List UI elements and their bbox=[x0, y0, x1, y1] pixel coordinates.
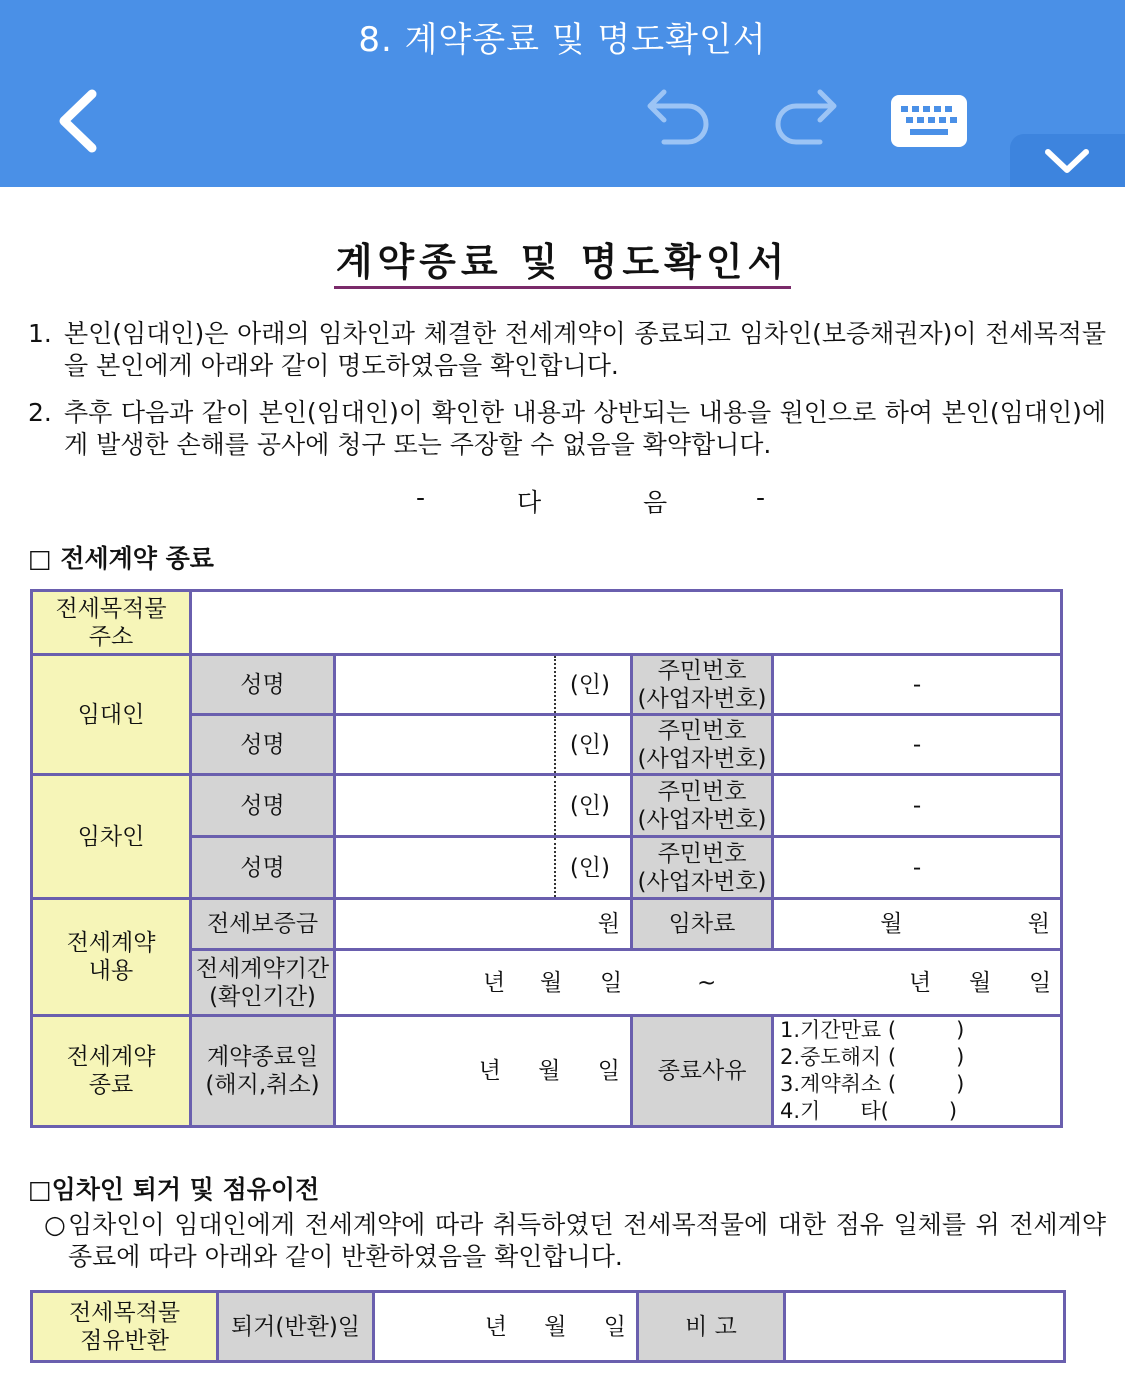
paragraph-2 bbox=[28, 397, 1106, 461]
tenant-2-rrn-field[interactable]: - bbox=[773, 837, 1062, 899]
below-dash-left: - bbox=[416, 483, 426, 512]
rrn-label: 주민번호 (사업자번호) bbox=[632, 715, 773, 775]
section2-paragraph bbox=[44, 1209, 1106, 1273]
deposit-field[interactable] bbox=[335, 899, 632, 950]
below-dash-right: - bbox=[756, 483, 766, 512]
landlord-2-name-field[interactable] bbox=[335, 715, 632, 775]
tenant-2-name-field[interactable] bbox=[335, 837, 632, 899]
day-unit: 일 bbox=[603, 1313, 626, 1340]
app-bar bbox=[0, 0, 1125, 187]
paragraph-number: 2. bbox=[28, 398, 52, 427]
deposit-label: 전세보증금 bbox=[191, 899, 335, 950]
possession-return-label: 전세목적물 점유반환 bbox=[32, 1292, 218, 1362]
won-unit: 원 bbox=[1027, 911, 1050, 937]
reason-option-2[interactable]: 2.중도해지 ( ) bbox=[780, 1045, 965, 1069]
tenant-label: 임차인 bbox=[32, 775, 191, 899]
keyboard-icon[interactable] bbox=[890, 94, 968, 148]
name-label: 성명 bbox=[191, 655, 335, 715]
contract-period-field[interactable] bbox=[335, 950, 1062, 1016]
seal-label: (인) bbox=[569, 731, 610, 758]
section-heading-tenant-moveout: □임차인 퇴거 및 점유이전 bbox=[28, 1175, 320, 1204]
seal-label: (인) bbox=[569, 792, 610, 819]
day-unit: 일 bbox=[1029, 969, 1052, 996]
year-unit: 년 bbox=[484, 1313, 507, 1340]
contract-end-label: 전세계약 종료 bbox=[32, 1016, 191, 1127]
tilde: ~ bbox=[697, 969, 717, 996]
circle-bullet: ○ bbox=[44, 1210, 66, 1239]
year-unit: 년 bbox=[483, 969, 506, 996]
end-date-field[interactable] bbox=[335, 1016, 632, 1127]
name-label: 성명 bbox=[191, 837, 335, 899]
document-title: 계약종료 및 명도확인서 bbox=[0, 231, 1125, 286]
dotted-divider bbox=[554, 656, 556, 713]
rent-field[interactable] bbox=[773, 899, 1062, 950]
dotted-divider bbox=[554, 716, 556, 773]
contract-period-dates bbox=[336, 969, 1060, 997]
address-field[interactable] bbox=[191, 591, 1062, 655]
rrn-label: 주민번호 (사업자번호) bbox=[632, 837, 773, 899]
paragraph-number: 1. bbox=[28, 319, 52, 348]
below-da: 다 bbox=[517, 488, 542, 517]
landlord-1-name-field[interactable] bbox=[335, 655, 632, 715]
year-unit: 년 bbox=[909, 969, 932, 996]
month-unit: 월 bbox=[880, 911, 903, 937]
rent-label: 임차료 bbox=[632, 899, 773, 950]
month-unit: 월 bbox=[969, 969, 992, 996]
name-label: 성명 bbox=[191, 775, 335, 837]
landlord-1-rrn-field[interactable]: - bbox=[773, 655, 1062, 715]
paragraph-1 bbox=[28, 318, 1106, 382]
month-unit: 월 bbox=[540, 969, 563, 996]
contract-period-label: 전세계약기간 (확인기간) bbox=[191, 950, 335, 1016]
month-unit: 월 bbox=[538, 1058, 561, 1084]
address-label: 전세목적물 주소 bbox=[32, 591, 191, 655]
reason-option-4[interactable]: 4.기 타( ) bbox=[780, 1099, 958, 1123]
collapse-toolbar-button[interactable] bbox=[1010, 134, 1125, 187]
seal-label: (인) bbox=[569, 671, 610, 698]
note-label: 비 고 bbox=[638, 1292, 785, 1362]
moveout-table bbox=[30, 1290, 1066, 1363]
name-label: 성명 bbox=[191, 715, 335, 775]
won-unit: 원 bbox=[597, 911, 620, 937]
day-unit: 일 bbox=[597, 1058, 620, 1084]
month-unit: 월 bbox=[544, 1313, 567, 1340]
moveout-date-label: 퇴거(반환)일 bbox=[218, 1292, 374, 1362]
end-date-label: 계약종료일 (해지,취소) bbox=[191, 1016, 335, 1127]
back-icon[interactable] bbox=[52, 88, 104, 154]
year-unit: 년 bbox=[478, 1058, 501, 1084]
paragraph-text: 추후 다음과 같이 본인(임대인)이 확인한 내용과 상반되는 내용을 원인으로 하여 본인(임대인)에게 발생한 손해를 공사에 청구 또는 주장할 수 없음을 확약합니다. bbox=[64, 398, 1106, 459]
contract-content-label: 전세계약 내용 bbox=[32, 899, 191, 1016]
landlord-label: 임대인 bbox=[32, 655, 191, 775]
undo-icon[interactable] bbox=[644, 88, 714, 150]
below-eum: 음 bbox=[643, 488, 668, 517]
dotted-divider bbox=[554, 838, 556, 897]
paragraph-text: 임차인이 임대인에게 전세계약에 따라 취득하였던 전세목적물에 대한 점유 일체를 위 전세계약 종료에 따라 아래와 같이 반환하였음을 확인합니다. bbox=[68, 1210, 1106, 1271]
day-unit: 일 bbox=[600, 969, 623, 996]
note-field[interactable] bbox=[785, 1292, 1065, 1362]
redo-icon[interactable] bbox=[770, 88, 840, 150]
landlord-2-rrn-field[interactable]: - bbox=[773, 715, 1062, 775]
reason-option-1[interactable]: 1.기간만료 ( ) bbox=[780, 1018, 965, 1042]
paragraph-text: 본인(임대인)은 아래의 임차인과 체결한 전세계약이 종료되고 임차인(보증채권자)이 전세목적물을 본인에게 아래와 같이 명도하였음을 확인합니다. bbox=[64, 319, 1106, 380]
app-title: 8. 계약종료 및 명도확인서 bbox=[358, 20, 767, 60]
moveout-date-field[interactable] bbox=[374, 1292, 638, 1362]
document-page bbox=[0, 187, 1125, 1387]
end-reason-label: 종료사유 bbox=[632, 1016, 773, 1127]
reason-option-3[interactable]: 3.계약취소 ( ) bbox=[780, 1072, 965, 1096]
seal-label: (인) bbox=[569, 854, 610, 881]
rrn-label: 주민번호 (사업자번호) bbox=[632, 775, 773, 837]
dotted-divider bbox=[554, 776, 556, 835]
contract-end-table bbox=[30, 589, 1063, 1128]
tenant-1-name-field[interactable] bbox=[335, 775, 632, 837]
end-reason-options[interactable] bbox=[773, 1016, 1062, 1127]
section-heading-contract-end: □ 전세계약 종료 bbox=[28, 544, 214, 573]
tenant-1-rrn-field[interactable]: - bbox=[773, 775, 1062, 837]
rrn-label: 주민번호 (사업자번호) bbox=[632, 655, 773, 715]
